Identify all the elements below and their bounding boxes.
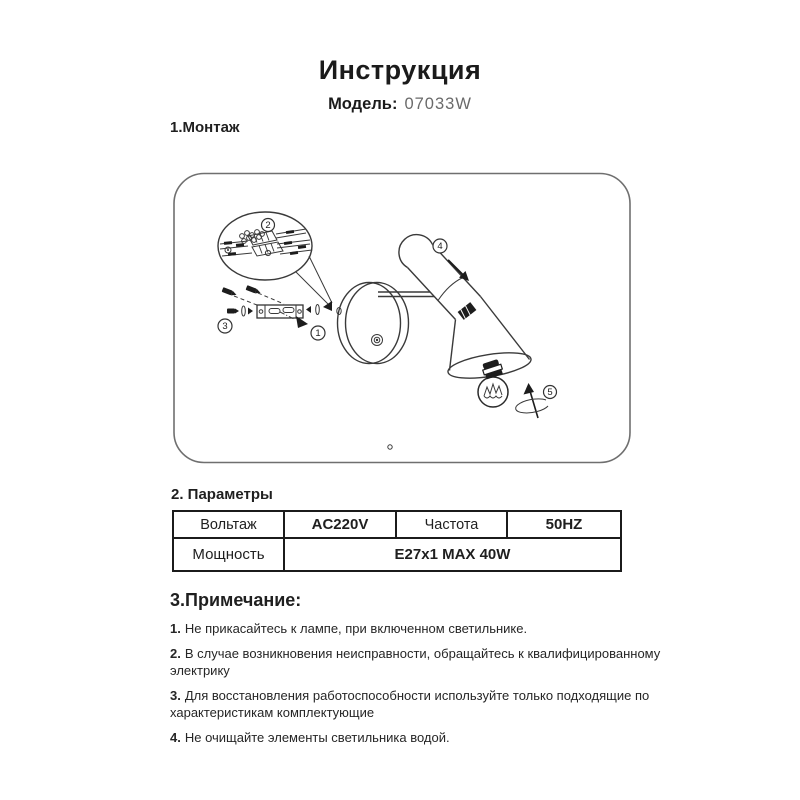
callout-2 <box>262 219 275 232</box>
model-line <box>0 95 800 114</box>
callout-4 <box>433 239 447 253</box>
svg-text:2: 2 <box>265 220 271 231</box>
svg-text:1: 1 <box>315 328 321 339</box>
note-number: 3. <box>170 687 181 703</box>
rotation-arrow <box>516 383 548 418</box>
note-text: Не прикасайтесь к лампе, при включенном светильнике. <box>184 621 528 636</box>
note-item <box>170 620 715 638</box>
callout-1 <box>311 326 325 340</box>
model-value: 07033W <box>404 95 472 113</box>
svg-text:4: 4 <box>437 241 443 252</box>
note-item <box>170 729 715 747</box>
parameters-heading: 2. Параметры <box>171 486 273 503</box>
note-text: Не очищайте элементы светильника водой. <box>184 729 450 745</box>
frequency-label: Частота <box>396 511 507 538</box>
voltage-value: AC220V <box>284 511 396 538</box>
note-item <box>170 645 715 680</box>
note-number: 1. <box>170 621 181 636</box>
parameters-table <box>172 510 622 572</box>
screw-washer-assembly <box>306 301 332 315</box>
note-number: 2. <box>170 645 181 661</box>
page-title: Инструкция <box>318 55 482 85</box>
callout-5 <box>544 386 557 399</box>
screw-washer-assembly <box>227 306 253 316</box>
power-label: Мощность <box>173 538 284 571</box>
voltage-label: Вольтаж <box>173 511 284 538</box>
note-text: Для восстановления работоспособности используйте только подходящие по характеристикам комплектующие <box>170 687 650 720</box>
note-text: В случае возникновения неисправности, обращайтесь к квалифицированному электрику <box>170 645 661 678</box>
notes-list <box>170 620 715 753</box>
installation-diagram <box>172 172 632 464</box>
diagram-border <box>174 174 630 463</box>
svg-text:5: 5 <box>547 387 553 398</box>
notes-heading: 3.Примечание: <box>170 590 302 610</box>
wall-plate <box>337 283 409 364</box>
table-row <box>173 511 621 538</box>
screw-icon <box>222 287 238 297</box>
note-number: 4. <box>170 729 181 745</box>
power-value: E27x1 MAX 40W <box>284 538 621 571</box>
table-row <box>173 538 621 571</box>
callout-3 <box>218 319 232 333</box>
plate-screw-icon <box>372 335 383 346</box>
montage-heading: 1.Монтаж <box>170 119 240 136</box>
frequency-value: 50HZ <box>507 511 621 538</box>
svg-text:3: 3 <box>222 321 228 332</box>
small-mark <box>388 445 392 449</box>
model-label: Модель: <box>328 95 398 113</box>
note-item <box>170 687 715 722</box>
